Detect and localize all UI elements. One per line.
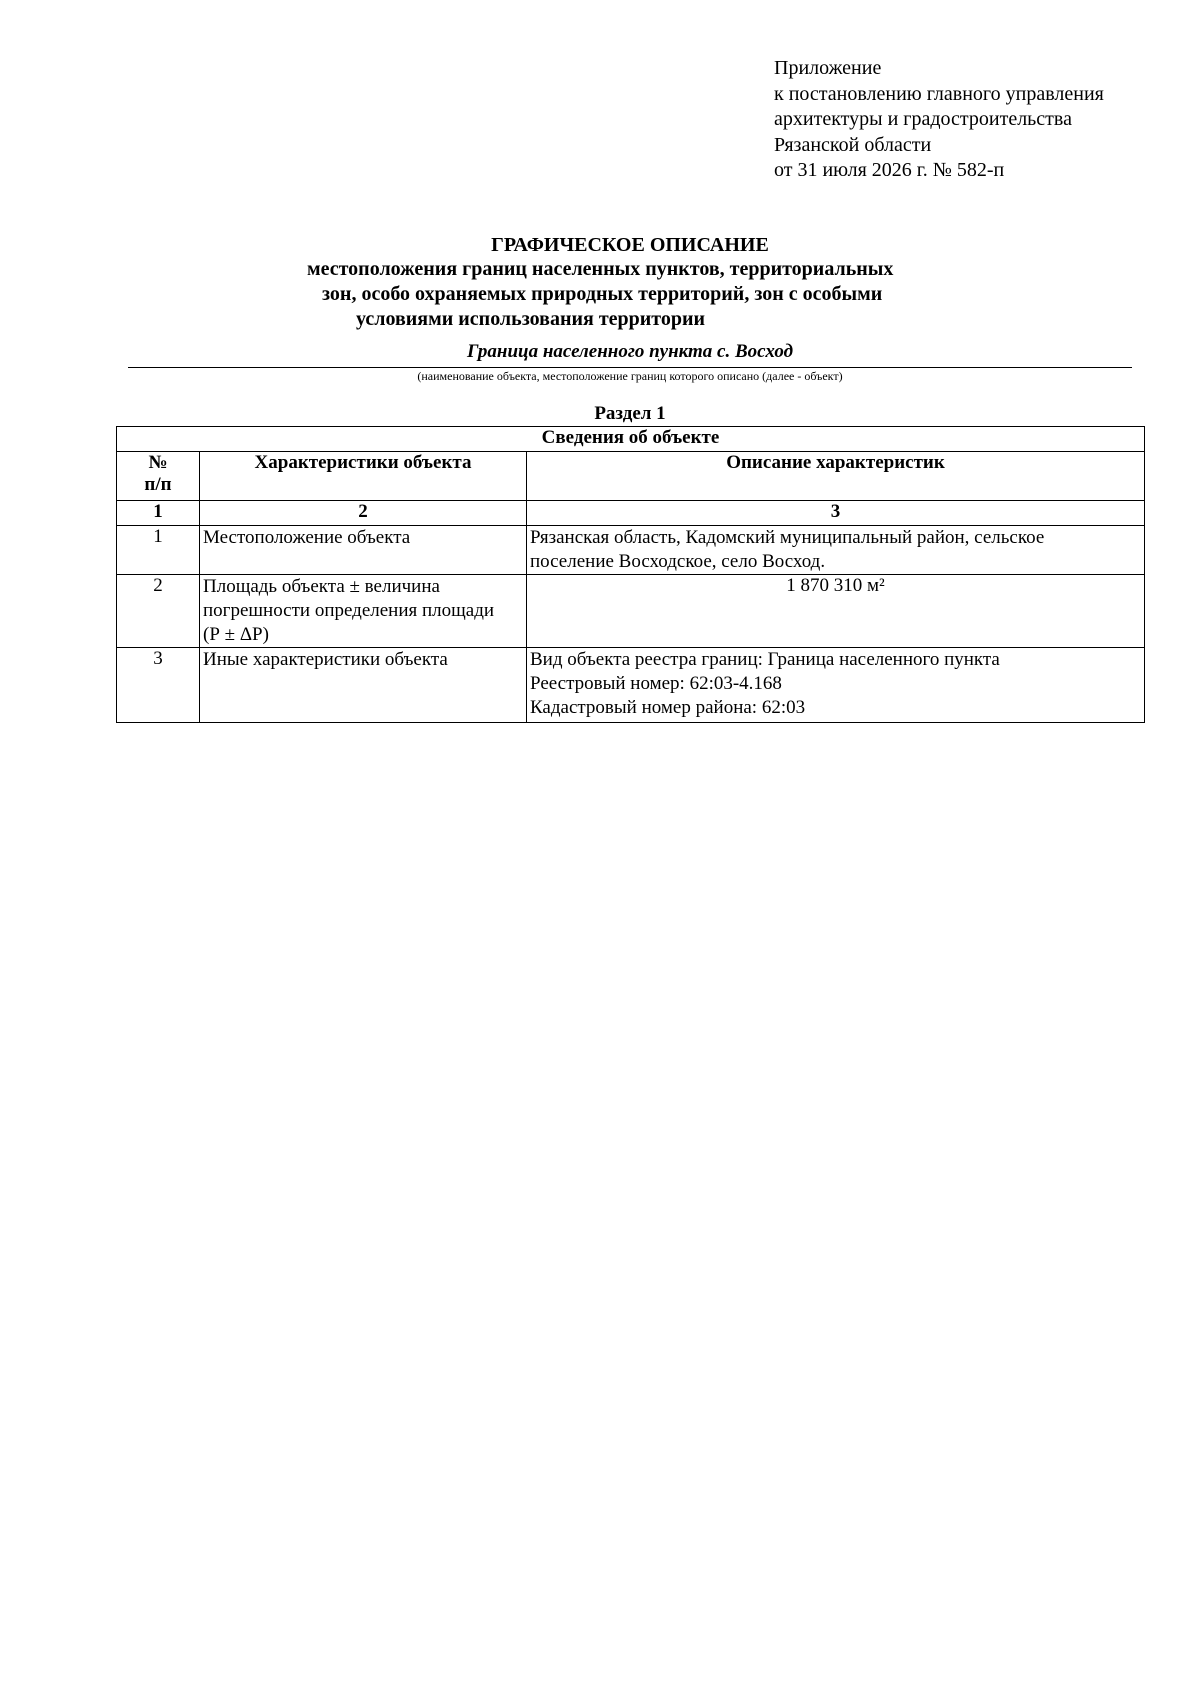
appendix-line: архитектуры и градостроительства: [774, 108, 1072, 130]
document-title: ГРАФИЧЕСКОЕ ОПИСАНИЕ: [491, 234, 769, 256]
description-line: Реестровый номер: 62:03-4.168: [530, 673, 782, 694]
section-title: Раздел 1: [594, 403, 666, 424]
subtitle-line: условиями использования территории: [356, 308, 706, 330]
row-number: 1: [117, 526, 200, 575]
column-header-number: [117, 452, 200, 501]
description-line: Вид объекта реестра границ: Граница населенного пункта: [530, 649, 1000, 670]
row-characteristic: Местоположение объекта: [200, 526, 527, 575]
description-line: Кадастровый номер района: 62:03: [530, 697, 806, 718]
row-number: 3: [117, 648, 200, 723]
table-caption: Сведения об объекте: [117, 427, 1145, 452]
object-info-table: [116, 426, 1145, 723]
column-number: 1: [117, 501, 200, 526]
appendix-line: от 31 июля 2026 г. № 582-п: [774, 159, 1005, 181]
appendix-line: Приложение: [774, 57, 882, 79]
subtitle-line: местоположения границ населенных пунктов, территориальных: [307, 258, 894, 280]
column-header-description: Описание характеристик: [527, 452, 1145, 501]
appendix-line: к постановлению главного управления: [774, 82, 1104, 105]
characteristic-line: погрешности определения площади: [203, 600, 495, 621]
characteristic-line: Площадь объекта ± величина: [203, 576, 440, 597]
table-row: [117, 648, 1145, 723]
column-header-characteristic: Характеристики объекта: [200, 452, 527, 501]
description-line: поселение Восходское, село Восход.: [530, 551, 826, 572]
table-header-row: [117, 452, 1145, 501]
description-line: Рязанская область, Кадомский муниципальный район, сельское: [530, 527, 1045, 548]
subtitle-line: зон, особо охраняемых природных территорий, зон с особыми: [322, 283, 883, 305]
row-description: [527, 526, 1145, 575]
row-characteristic: [200, 575, 527, 648]
object-name: Граница населенного пункта с. Восход: [466, 341, 794, 362]
characteristic-line: (Р ± ΔР): [203, 624, 269, 645]
column-header-number-abbr: п/п: [144, 474, 172, 495]
table-row: [117, 526, 1145, 575]
table-row: [117, 575, 1145, 648]
object-caption: (наименование объекта, местоположение границ которого описано (далее - объект): [417, 369, 843, 383]
column-number: 2: [200, 501, 527, 526]
column-header-number-sign: №: [148, 452, 168, 473]
table-caption-row: [117, 427, 1145, 452]
row-number: 2: [117, 575, 200, 648]
appendix-line: Рязанской области: [774, 133, 932, 156]
object-underline: [128, 367, 1132, 368]
row-description: [527, 648, 1145, 723]
column-number: 3: [527, 501, 1145, 526]
column-number-row: [117, 501, 1145, 526]
row-description: 1 870 310 м²: [527, 575, 1145, 648]
row-characteristic: Иные характеристики объекта: [200, 648, 527, 723]
appendix-block: [774, 56, 1184, 184]
